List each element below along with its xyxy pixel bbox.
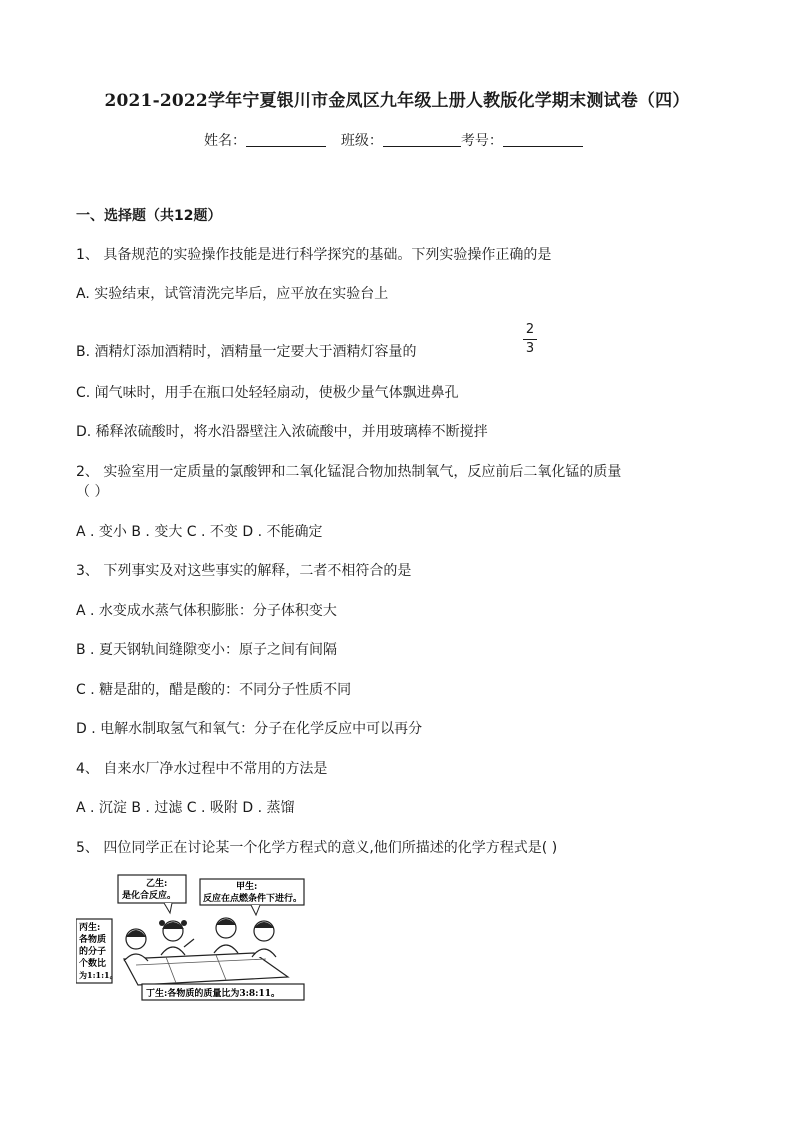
- name-label: 姓名：: [204, 133, 246, 149]
- question-1-option-d: D. 稀释浓硫酸时，将水沿器壁注入浓硫酸中，并用玻璃棒不断搅拌: [76, 424, 488, 440]
- student-info-row: [204, 130, 624, 150]
- speech-bubble-yi: [118, 875, 186, 913]
- speech-bubble-ding: [142, 984, 304, 1000]
- bubble-jia-line1: 甲生:: [236, 882, 258, 892]
- student-ding-figure: [214, 918, 238, 953]
- speech-bubble-jia: [200, 879, 304, 915]
- student-bing-figure: [124, 929, 148, 961]
- question-3-stem: 3、 下列事实及对这些事实的解释，二者不相符合的是: [76, 563, 412, 579]
- table-shape: [124, 953, 288, 985]
- bubble-bing-line1: 丙生:: [79, 923, 101, 933]
- question-2-paren: （ ）: [76, 484, 109, 500]
- question-3-option-d: D . 电解水制取氢气和氧气：分子在化学反应中可以再分: [76, 721, 423, 737]
- bubble-bing-line2: 各物质: [79, 935, 107, 945]
- bubble-yi-line2: 是化合反应。: [122, 891, 177, 901]
- fraction-denominator: 3: [525, 341, 535, 356]
- bubble-bing-line5: 为1:1:1。: [79, 970, 118, 980]
- question-2-options: A . 变小 B . 变大 C . 不变 D . 不能确定: [76, 524, 323, 540]
- bubble-bing-line3: 的分子: [79, 947, 107, 957]
- question-3-option-c: C . 糖是甜的，醋是酸的：不同分子性质不同: [76, 682, 352, 698]
- question-3-option-b: B . 夏天钢轨间缝隙变小：原子之间有间隔: [76, 642, 337, 658]
- exam-number-label: 考号：: [460, 133, 503, 149]
- question-2-stem: 2、 实验室用一定质量的氯酸钾和二氧化锰混合物加热制氧气，反应前后二氧化锰的质量: [76, 464, 622, 480]
- bubble-ding-text: 丁生:各物质的质量比为3:8:11。: [146, 989, 281, 999]
- question-1-option-a: A. 实验结束，试管清洗完毕后，应平放在实验台上: [76, 286, 389, 302]
- section-heading: 一、选择题（共12题）: [76, 208, 222, 224]
- class-label: 班级：: [340, 133, 383, 149]
- bubble-jia-line2: 反应在点燃条件下进行。: [203, 894, 303, 904]
- student-yi-figure: [159, 920, 194, 955]
- question-1-option-c: C. 闻气味时，用手在瓶口处轻轻扇动，使极少量气体飘进鼻孔: [76, 385, 459, 401]
- class-blank[interactable]: [383, 132, 461, 147]
- page-title: 2021-2022学年宁夏银川市金凤区九年级上册人教版化学期末测试卷（四）: [104, 91, 690, 111]
- student-jia-figure: [252, 921, 276, 957]
- speech-bubble-bing: [76, 919, 118, 983]
- exam-number-blank[interactable]: [503, 132, 583, 147]
- fraction-numerator: 2: [525, 322, 535, 337]
- question-5-stem: 5、 四位同学正在讨论某一个化学方程式的意义,他们所描述的化学方程式是( ): [76, 840, 558, 856]
- question-1-option-b: B. 酒精灯添加酒精时，酒精量一定要大于酒精灯容量的: [76, 344, 417, 360]
- bubble-bing-line4: 个数比: [79, 959, 107, 969]
- question-3-option-a: A . 水变成水蒸气体积膨胀：分子体积变大: [76, 603, 337, 619]
- fraction-bar: [523, 339, 537, 340]
- students-discussion-illustration: [76, 873, 306, 1001]
- fraction-two-thirds: [523, 322, 537, 357]
- bubble-yi-line1: 乙生:: [146, 879, 168, 889]
- question-1-stem: 1、 具备规范的实验操作技能是进行科学探究的基础。下列实验操作正确的是: [76, 247, 552, 263]
- name-blank[interactable]: [246, 132, 326, 147]
- question-4-stem: 4、 自来水厂净水过程中不常用的方法是: [76, 761, 328, 777]
- question-4-options: A . 沉淀 B . 过滤 C . 吸附 D . 蒸馏: [76, 800, 295, 816]
